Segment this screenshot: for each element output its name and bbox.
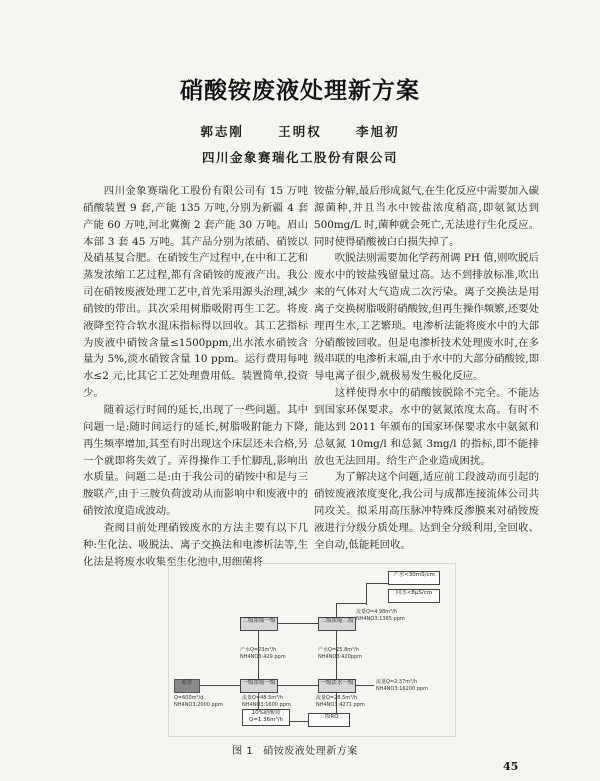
figure-number: 图 1 — [232, 746, 254, 757]
flow-line — [198, 685, 240, 686]
stage3-concentrate-box: 三级浓缩二级 — [318, 617, 356, 631]
flow-line — [336, 603, 366, 604]
stage3-output-label: 流量Q=2.37m³/h NH4NO3:16200 ppm — [376, 679, 428, 692]
paragraph: 吹脱法则需要加化学药剂调 PH 值,则吹脱后废水中的铵盐残留量过高。达不到排放标准,吹出来的气体对大气造成二次污染。离子交换法是用离子交换树脂吸附硝酸铵,但再生操作频繁,还要处理再生水,工艺繁琐。电渗析法能将废水中的大部分硝酸铵回收。但是电渗析技术处理废水时,在多级串联的电渗析末端,由于水中的大部分硝酸铵,即导电离子很少,就极易发生极化反应。 — [314, 252, 539, 383]
flow-line — [336, 603, 337, 679]
figure-caption — [0, 742, 600, 757]
stage2-concentrate-box: 二级浓缩一级 — [240, 617, 278, 631]
paragraph: 四川金象赛瑞化工股份有限公司有 15 万吨硝酸装置 9 套,产能 135 万吨,分别为新疆 4 套产能 60 万吨,河北冀衡 2 套产能 30 万吨。眉山本部 3 套 45 万吨。其产品分别为浓硝、硝铵以及硝基复合肥。在硝铵生产过程中,在中和工艺和蒸发浓缩工艺过程,都有含硝铵的废液产出。我公司在硝铵废液处理工艺中,首先采用源头治理,减少硝铵的带出。其次采用树脂吸附再生工艺。将废液降至符合软水混床指标得以回收。其工艺指标为废液中硝铵含量≤1500ppm,出水浓水硝铵含量为 5%,淡水硝铵含量 10 ppm。运行费用每吨水≤2 元,比其它工艺处理费用低。装置简单,投资少。 — [83, 185, 308, 400]
author-name: 郭志刚 — [200, 124, 244, 139]
paragraph: 随着运行时间的延长,出现了一些问题。其中问题一是:随时间运行的延长,树脂吸附能力下降,再生频率增加,其至有时出现这个床层还未合格,另一个就即将失效了。弄得操作工手忙脚乱,影响出水质量。问题二是:由于我公司的硝铵中和是与三胺联产,由于三胺负荷波动从而影响中和废液中的硝铵浓度造成波动。 — [83, 403, 308, 518]
stage2-input-label: 产水Q=23m³/h NH4NO3:429 ppm — [240, 647, 286, 660]
flow-line — [366, 583, 367, 605]
flow-line — [366, 583, 388, 584]
feed-label: Q=600m³/d NH4NO3:2000 ppm — [174, 695, 223, 708]
stage1-output-label: 流量Q=48.5m³/h NH4NO3:1600 ppm — [242, 695, 291, 708]
author-list — [0, 122, 600, 140]
stage1-dilute-box: 一级淡水一级 — [318, 679, 356, 693]
flow-line — [354, 685, 374, 686]
flow-line — [276, 685, 318, 686]
figure-caption-text: 硝铵废液处理新方案 — [263, 746, 358, 757]
reuse-water-box: 回水<8μS/cm — [388, 589, 440, 603]
right-column — [314, 183, 539, 554]
process-flow-diagram — [168, 563, 454, 735]
author-name: 王明权 — [278, 124, 322, 139]
nitrate-tank-box: 10%硝酸铵 Q=1.36m³/h — [242, 709, 290, 726]
paragraph: 为了解决这个问题,适应前工段波动而引起的硝铵废液浓度变化,我公司与成都连接流体公司共同攻关。拟采用高压脉冲特殊反渗膜来对硝铵废液进行分级分质处理。达到全分级利用,全回收、全自动,低能耗回收。 — [314, 471, 539, 551]
product-water-box: 产水<30mS/cm — [388, 571, 440, 585]
stage1-concentrate-box: 一级浓缩一级 — [240, 679, 278, 693]
upper-flow-label: 流量Q=4.98m³/h NH4NO3:1365 ppm — [356, 609, 405, 622]
article-title: 硝酸铵废液处理新方案 — [180, 78, 420, 104]
stage3-ro-box: 三级RO — [308, 713, 350, 727]
flow-line — [276, 623, 318, 624]
paragraph: 查阅目前处理硝铵废水的方法主要有以下几种:生化法、吸脱法、离子交换法和电渗析法等,生化法是将废水收集至生化池中,用细菌将 — [83, 521, 309, 568]
paragraph: 这样使得水中的硝酸铵脱除不完全。不能达到国家环保要求。水中的氨氮浓度太高。有时不能达到 2011 年颁布的国家环保要求水中氨氮和总氨氮 10mg/l 和总氮 3mg/l 的指标,即不能排放也无法回用。给生产企业造成困扰。 — [314, 387, 539, 467]
paragraph-continued: 铵盐分解,最后形成氮气,在生化反应中需要加入碳源菌种,并且当水中铵盐浓度稍高,即氨氮达到 500mg/L 时,菌种就会死亡,无法进行生化反应。同时使得硝酸被白白损失掉了。 — [314, 185, 539, 248]
affiliation: 四川金象赛瑞化工股份有限公司 — [201, 150, 398, 165]
feed-tank-box: 原水 — [174, 679, 200, 693]
left-column — [83, 183, 308, 570]
stage3-input-label: 产水Q=25.8m³/h NH4NO3:420ppm — [318, 647, 362, 660]
page-number: 45 — [503, 760, 519, 773]
author-name: 李旭初 — [356, 124, 400, 139]
stage2-output-label: 流量Q=28.5m³/h NH4NO3:4271 ppm — [316, 695, 365, 708]
